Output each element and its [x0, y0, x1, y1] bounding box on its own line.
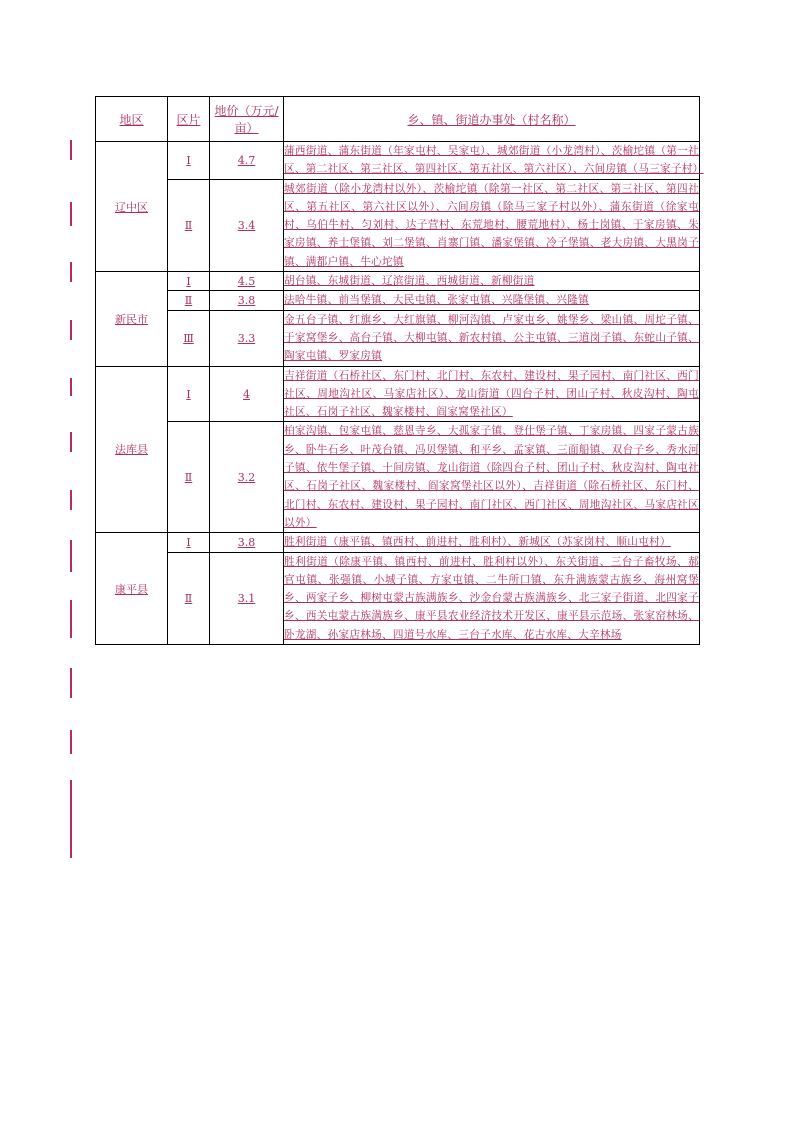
- areas-cell: 柏家沟镇、包家屯镇、慈恩寺乡、大孤家子镇、登仕堡子镇、丁家房镇、四家子蒙古族乡、卧牛石乡、叶茂台镇、冯贝堡镇、和平乡、孟家镇、三面船镇、双台子乡、秀水河子镇、依牛堡子镇、十间房镇、龙山街道（除四台子村、团山子村、秋皮沟村、陶屯社区、石岗子社区、魏家楼村、阎家窝堡社区以外）、吉祥街道（除石桥社区、东门村、北门村、东农村、建设村、果子园村、南门社区、西门社区、周地沟社区、马家店社区以外）: [284, 422, 700, 533]
- header-price: 地价（万元/亩）: [210, 97, 284, 142]
- areas-cell: 胜利街道（康平镇、镇西村、前进村、胜利村）、新城区（苏家岗村、顺山屯村）: [284, 533, 700, 552]
- areas-cell: 金五台子镇、红旗乡、大红旗镇、柳河沟镇、卢家屯乡、姚堡乡、梁山镇、周坨子镇、于家窝堡乡、高台子镇、大柳屯镇、新农村镇、公主屯镇、三道岗子镇、东蛇山子镇、陶家屯镇、罗家房镇: [284, 310, 700, 366]
- region-cell: 新民市: [96, 272, 168, 366]
- price-cell: 3.8: [210, 533, 284, 552]
- margin-mark: [70, 668, 72, 698]
- zone-cell: Ⅰ: [168, 272, 210, 291]
- region-cell: 辽中区: [96, 142, 168, 272]
- table-row: [96, 366, 700, 422]
- margin-marks: [70, 140, 74, 860]
- areas-cell: 吉祥街道（石桥社区、东门村、北门村、东农村、建设村、果子园村、南门社区、西门社区、周地沟社区、马家店社区）、龙山街道（四台子村、团山子村、秋皮沟村、陶屯社区、石岗子社区、魏家楼村、阎家窝堡社区）: [284, 366, 700, 422]
- header-row: [96, 97, 700, 142]
- price-cell: 3.1: [210, 552, 284, 644]
- table-row: [96, 142, 700, 180]
- margin-mark: [70, 540, 72, 572]
- header-areas: 乡、镇、街道办事处（村名称）: [284, 97, 700, 142]
- areas-cell: 胡台镇、东城街道、辽滨街道、西城街道、新柳街道: [284, 272, 700, 291]
- zone-cell: Ⅰ: [168, 142, 210, 180]
- price-cell: 4: [210, 366, 284, 422]
- table-row: [96, 422, 700, 533]
- table-row: [96, 179, 700, 271]
- zone-cell: Ⅱ: [168, 552, 210, 644]
- table-row: [96, 533, 700, 552]
- price-cell: 3.4: [210, 179, 284, 271]
- areas-cell: 法哈牛镇、前当堡镇、大民屯镇、张家屯镇、兴隆堡镇、兴隆镇: [284, 291, 700, 310]
- margin-mark: [70, 202, 72, 226]
- zone-cell: Ⅲ: [168, 310, 210, 366]
- areas-cell: 城郊街道（除小龙湾村以外）、茨榆坨镇（除第一社区、第二社区、第三社区、第四社区、第五社区、第六社区以外）、六间房镇（除马三家子村以外）、蒲东街道（徐家屯村、乌伯牛村、匀刘村、达子营村、东荒地村、腰荒地村）、杨士岗镇、于家房镇、朱家房镇、养士堡镇、刘二堡镇、肖寨门镇、潘家堡镇、冷子堡镇、老大房镇、大黑岗子镇、满都户镇、牛心坨镇: [284, 179, 700, 271]
- margin-mark: [70, 432, 72, 452]
- margin-mark: [70, 600, 72, 638]
- table-row: [96, 291, 700, 310]
- margin-mark: [70, 320, 72, 340]
- table-row: [96, 552, 700, 644]
- price-cell: 3.8: [210, 291, 284, 310]
- zone-cell: Ⅰ: [168, 533, 210, 552]
- region-cell: 康平县: [96, 533, 168, 645]
- header-region: 地区: [96, 97, 168, 142]
- margin-mark: [70, 378, 72, 396]
- margin-mark: [70, 262, 72, 282]
- margin-mark: [70, 780, 72, 858]
- zone-cell: Ⅰ: [168, 366, 210, 422]
- price-cell: 4.5: [210, 272, 284, 291]
- header-zone: 区片: [168, 97, 210, 142]
- land-price-table: [95, 96, 704, 645]
- areas-cell: 蒲西街道、蒲东街道（年家屯村、吴家屯）、城郊街道（小龙湾村）、茨榆坨镇（第一社区、第二社区、第三社区、第四社区、第五社区、第六社区）、六间房镇（马三家子村）: [284, 142, 700, 180]
- table-row: [96, 310, 700, 366]
- table-row: [96, 272, 700, 291]
- zone-cell: Ⅱ: [168, 179, 210, 271]
- zone-cell: Ⅱ: [168, 422, 210, 533]
- price-cell: 4.7: [210, 142, 284, 180]
- margin-mark: [70, 490, 72, 510]
- margin-mark: [70, 140, 72, 160]
- areas-cell: 胜利街道（除康平镇、镇西村、前进村、胜利村以外）、东关街道、三台子畜牧场、郝官屯镇、张强镇、小城子镇、方家屯镇、二牛所口镇、东升满族蒙古族乡、海州窝堡乡、两家子乡、柳树屯蒙古族满族乡、沙金台蒙古族满族乡、北三家子街道、北四家子乡、西关屯蒙古族满族乡、康平县农业经济技术开发区、康平县示范场、张家窑林场、卧龙湖、孙家店林场、四道号水库、三台子水库、花古水库、大辛林场: [284, 552, 700, 644]
- margin-mark: [70, 730, 72, 754]
- region-cell: 法库县: [96, 366, 168, 533]
- price-cell: 3.2: [210, 422, 284, 533]
- zone-cell: Ⅱ: [168, 291, 210, 310]
- price-cell: 3.3: [210, 310, 284, 366]
